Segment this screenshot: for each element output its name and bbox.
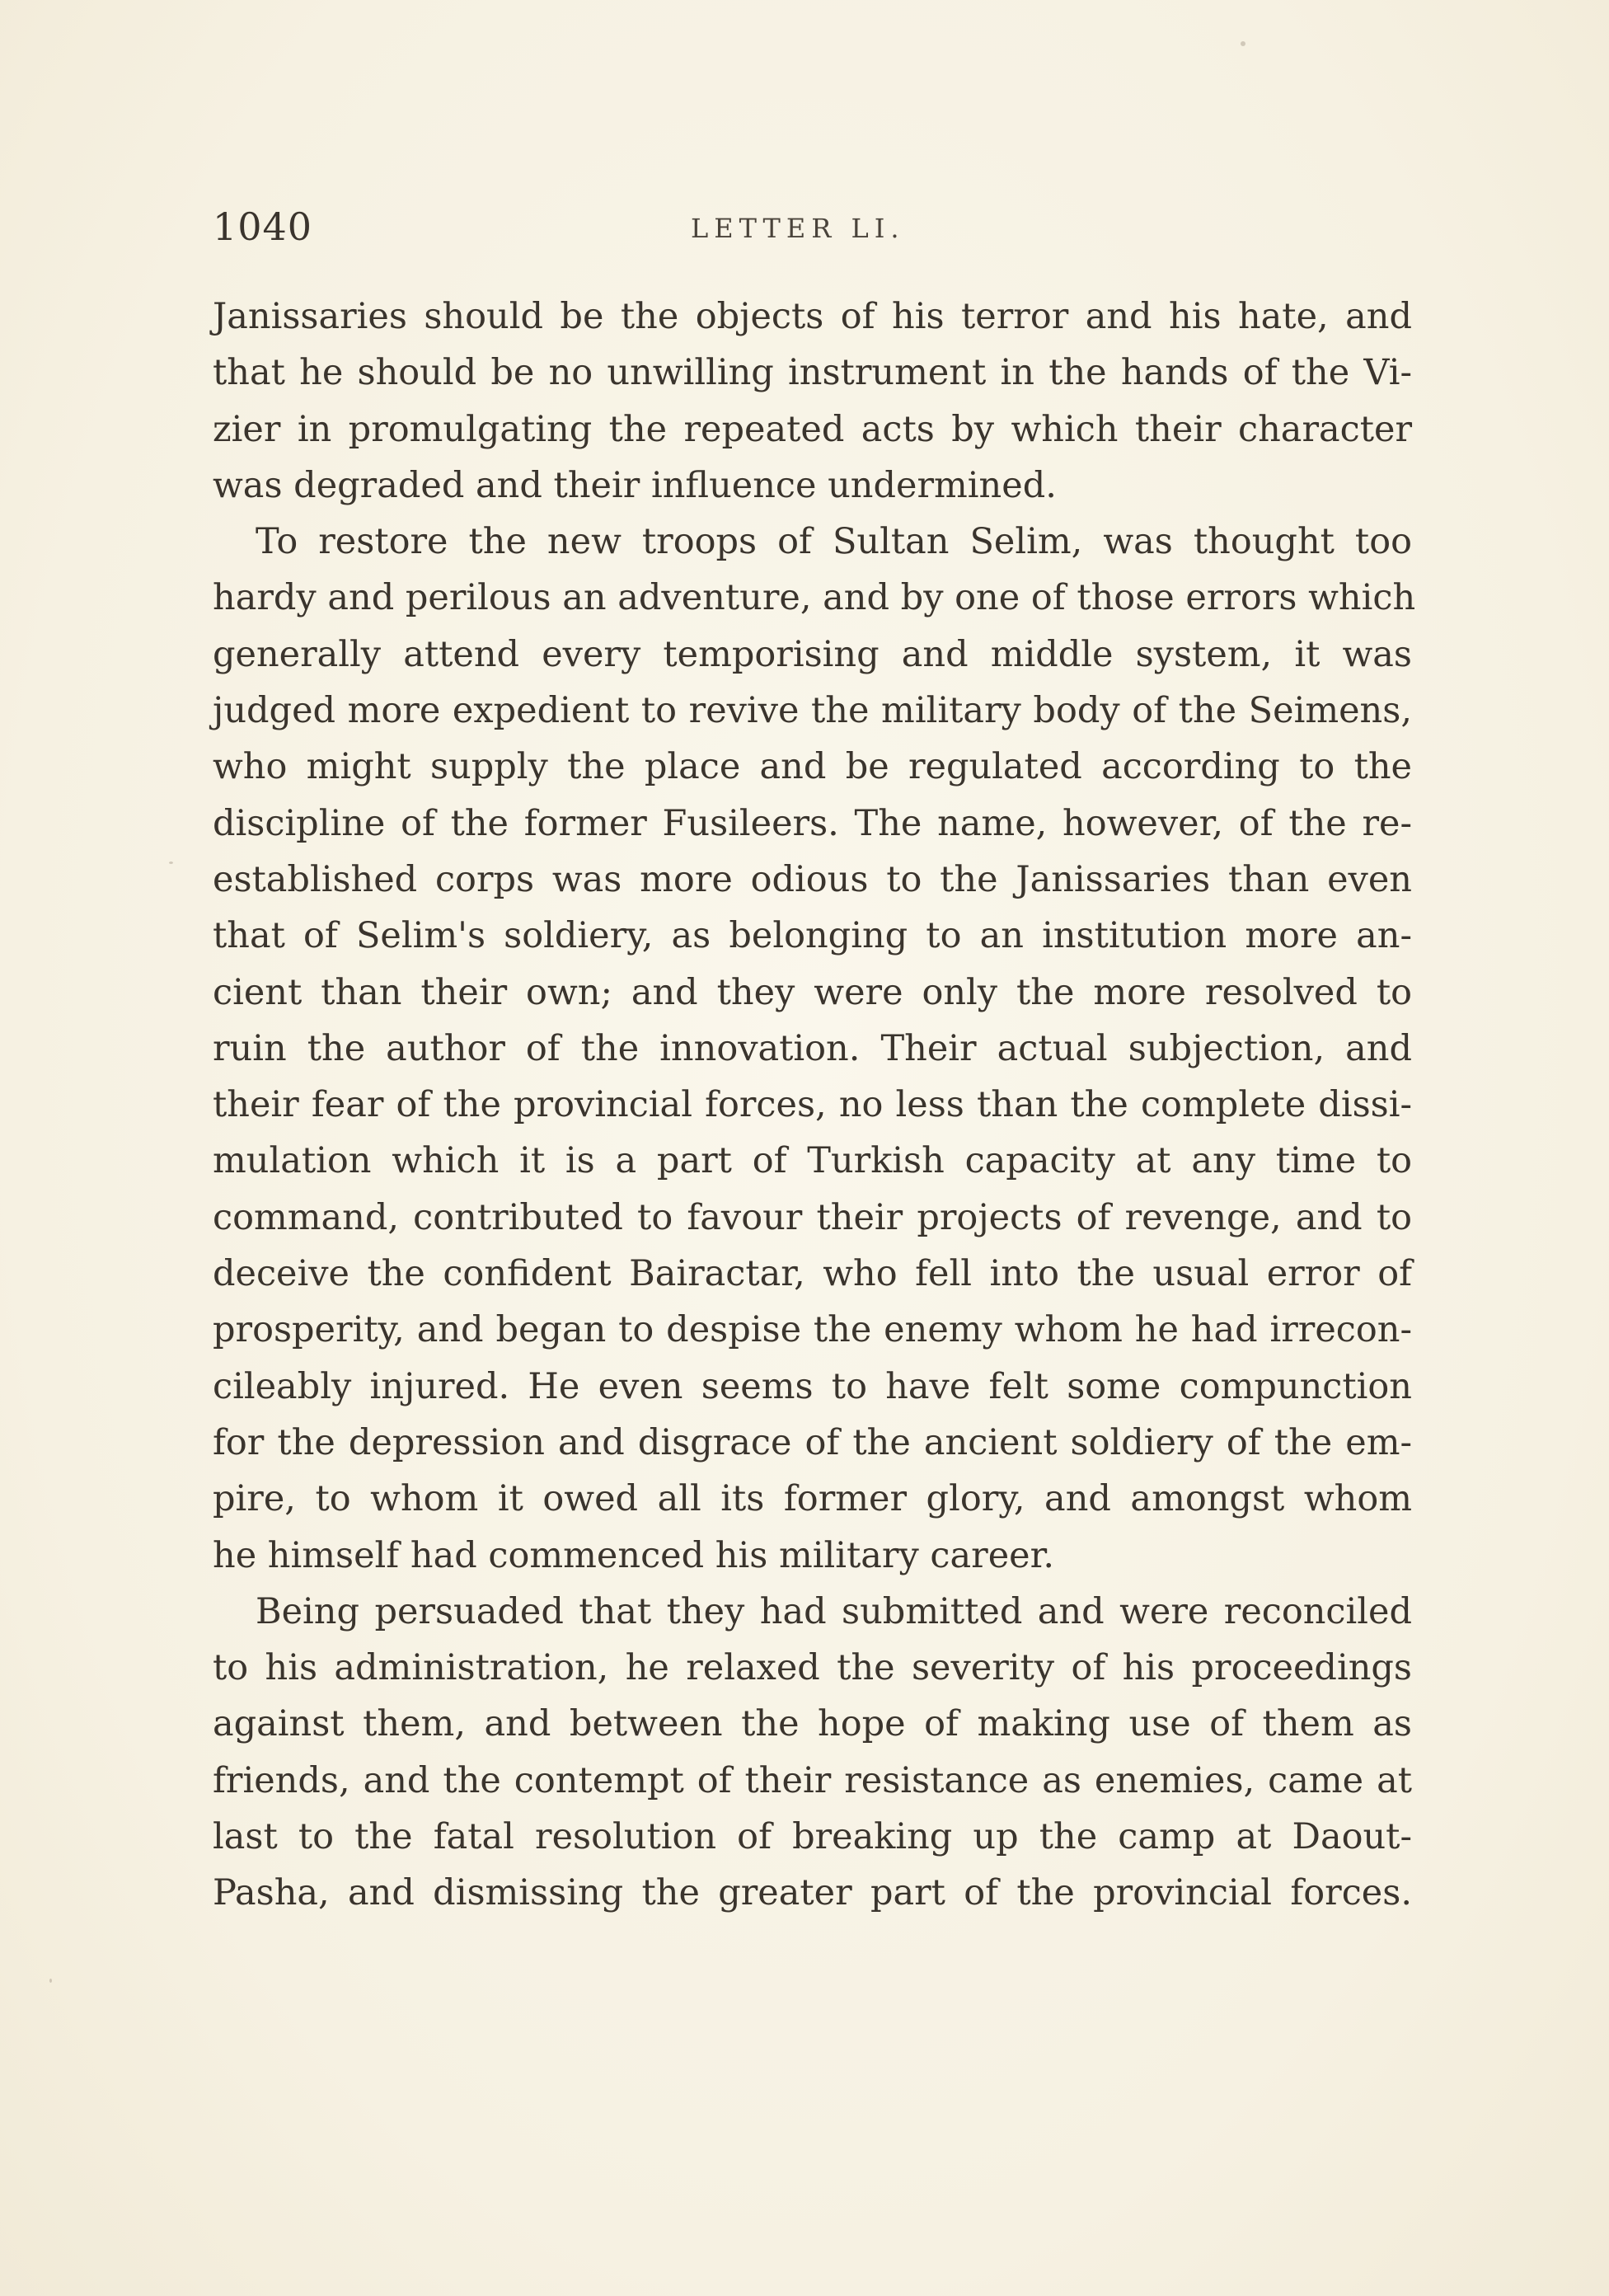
ink-speck	[169, 862, 173, 864]
text-line: was degraded and their influence undermined.	[213, 464, 1057, 506]
text-line: Pasha, and dismissing the greater part of the provincial forces.	[213, 1872, 1412, 1914]
text-line: friends, and the contempt of their resistance as enemies, came at	[213, 1759, 1412, 1801]
ink-speck	[49, 1979, 52, 1983]
text-line: To restore the new troops of Sultan Selim, was thought too	[256, 521, 1412, 563]
text-line: command, contributed to favour their projects of revenge, and to	[213, 1196, 1412, 1238]
text-line: established corps was more odious to the Janissaries than even	[213, 858, 1412, 900]
text-line: that he should be no unwilling instrument in the hands of the Vi-	[213, 352, 1412, 394]
text-line: who might supply the place and be regulated according to the	[213, 746, 1412, 788]
page-number: 1040	[213, 204, 313, 249]
text-line: discipline of the former Fusileers. The name, however, of the re-	[213, 802, 1412, 844]
text-line: hardy and perilous an adventure, and by one of those errors which	[213, 577, 1416, 619]
text-line: their fear of the provincial forces, no less than the complete dissi-	[213, 1084, 1412, 1126]
running-title: LETTER LI.	[691, 213, 905, 244]
ink-speck	[1241, 41, 1245, 46]
text-line: Janissaries should be the objects of his terror and his hate, and	[213, 296, 1412, 337]
text-line: he himself had commenced his military career.	[213, 1534, 1055, 1576]
text-line: judged more expedient to revive the military body of the Seimens,	[213, 690, 1412, 732]
text-line: to his administration, he relaxed the severity of his proceedings	[213, 1647, 1412, 1689]
text-line: last to the fatal resolution of breaking up the camp at Daout-	[213, 1816, 1412, 1858]
running-head	[213, 204, 1416, 254]
text-line: for the depression and disgrace of the ancient soldiery of the em-	[213, 1421, 1412, 1463]
text-line: cileably injured. He even seems to have felt some compunction	[213, 1365, 1412, 1407]
text-line: deceive the confident Bairactar, who fell into the usual error of	[213, 1253, 1412, 1295]
text-line: pire, to whom it owed all its former glory, and amongst whom	[213, 1478, 1412, 1520]
body-text	[213, 289, 1416, 1922]
text-line: ruin the author of the innovation. Their actual subjection, and	[213, 1027, 1412, 1069]
text-line: prosperity, and began to despise the enemy whom he had irrecon-	[213, 1309, 1412, 1351]
text-line: Being persuaded that they had submitted and were reconciled	[256, 1590, 1412, 1632]
text-line: mulation which it is a part of Turkish capacity at any time to	[213, 1140, 1412, 1182]
text-line: zier in promulgating the repeated acts by which their character	[213, 408, 1412, 450]
text-line: that of Selim's soldiery, as belonging to an institution more an-	[213, 915, 1412, 957]
text-line: cient than their own; and they were only the more resolved to	[213, 971, 1412, 1013]
text-line: generally attend every temporising and middle system, it was	[213, 633, 1412, 675]
text-line: against them, and between the hope of making use of them as	[213, 1703, 1412, 1745]
